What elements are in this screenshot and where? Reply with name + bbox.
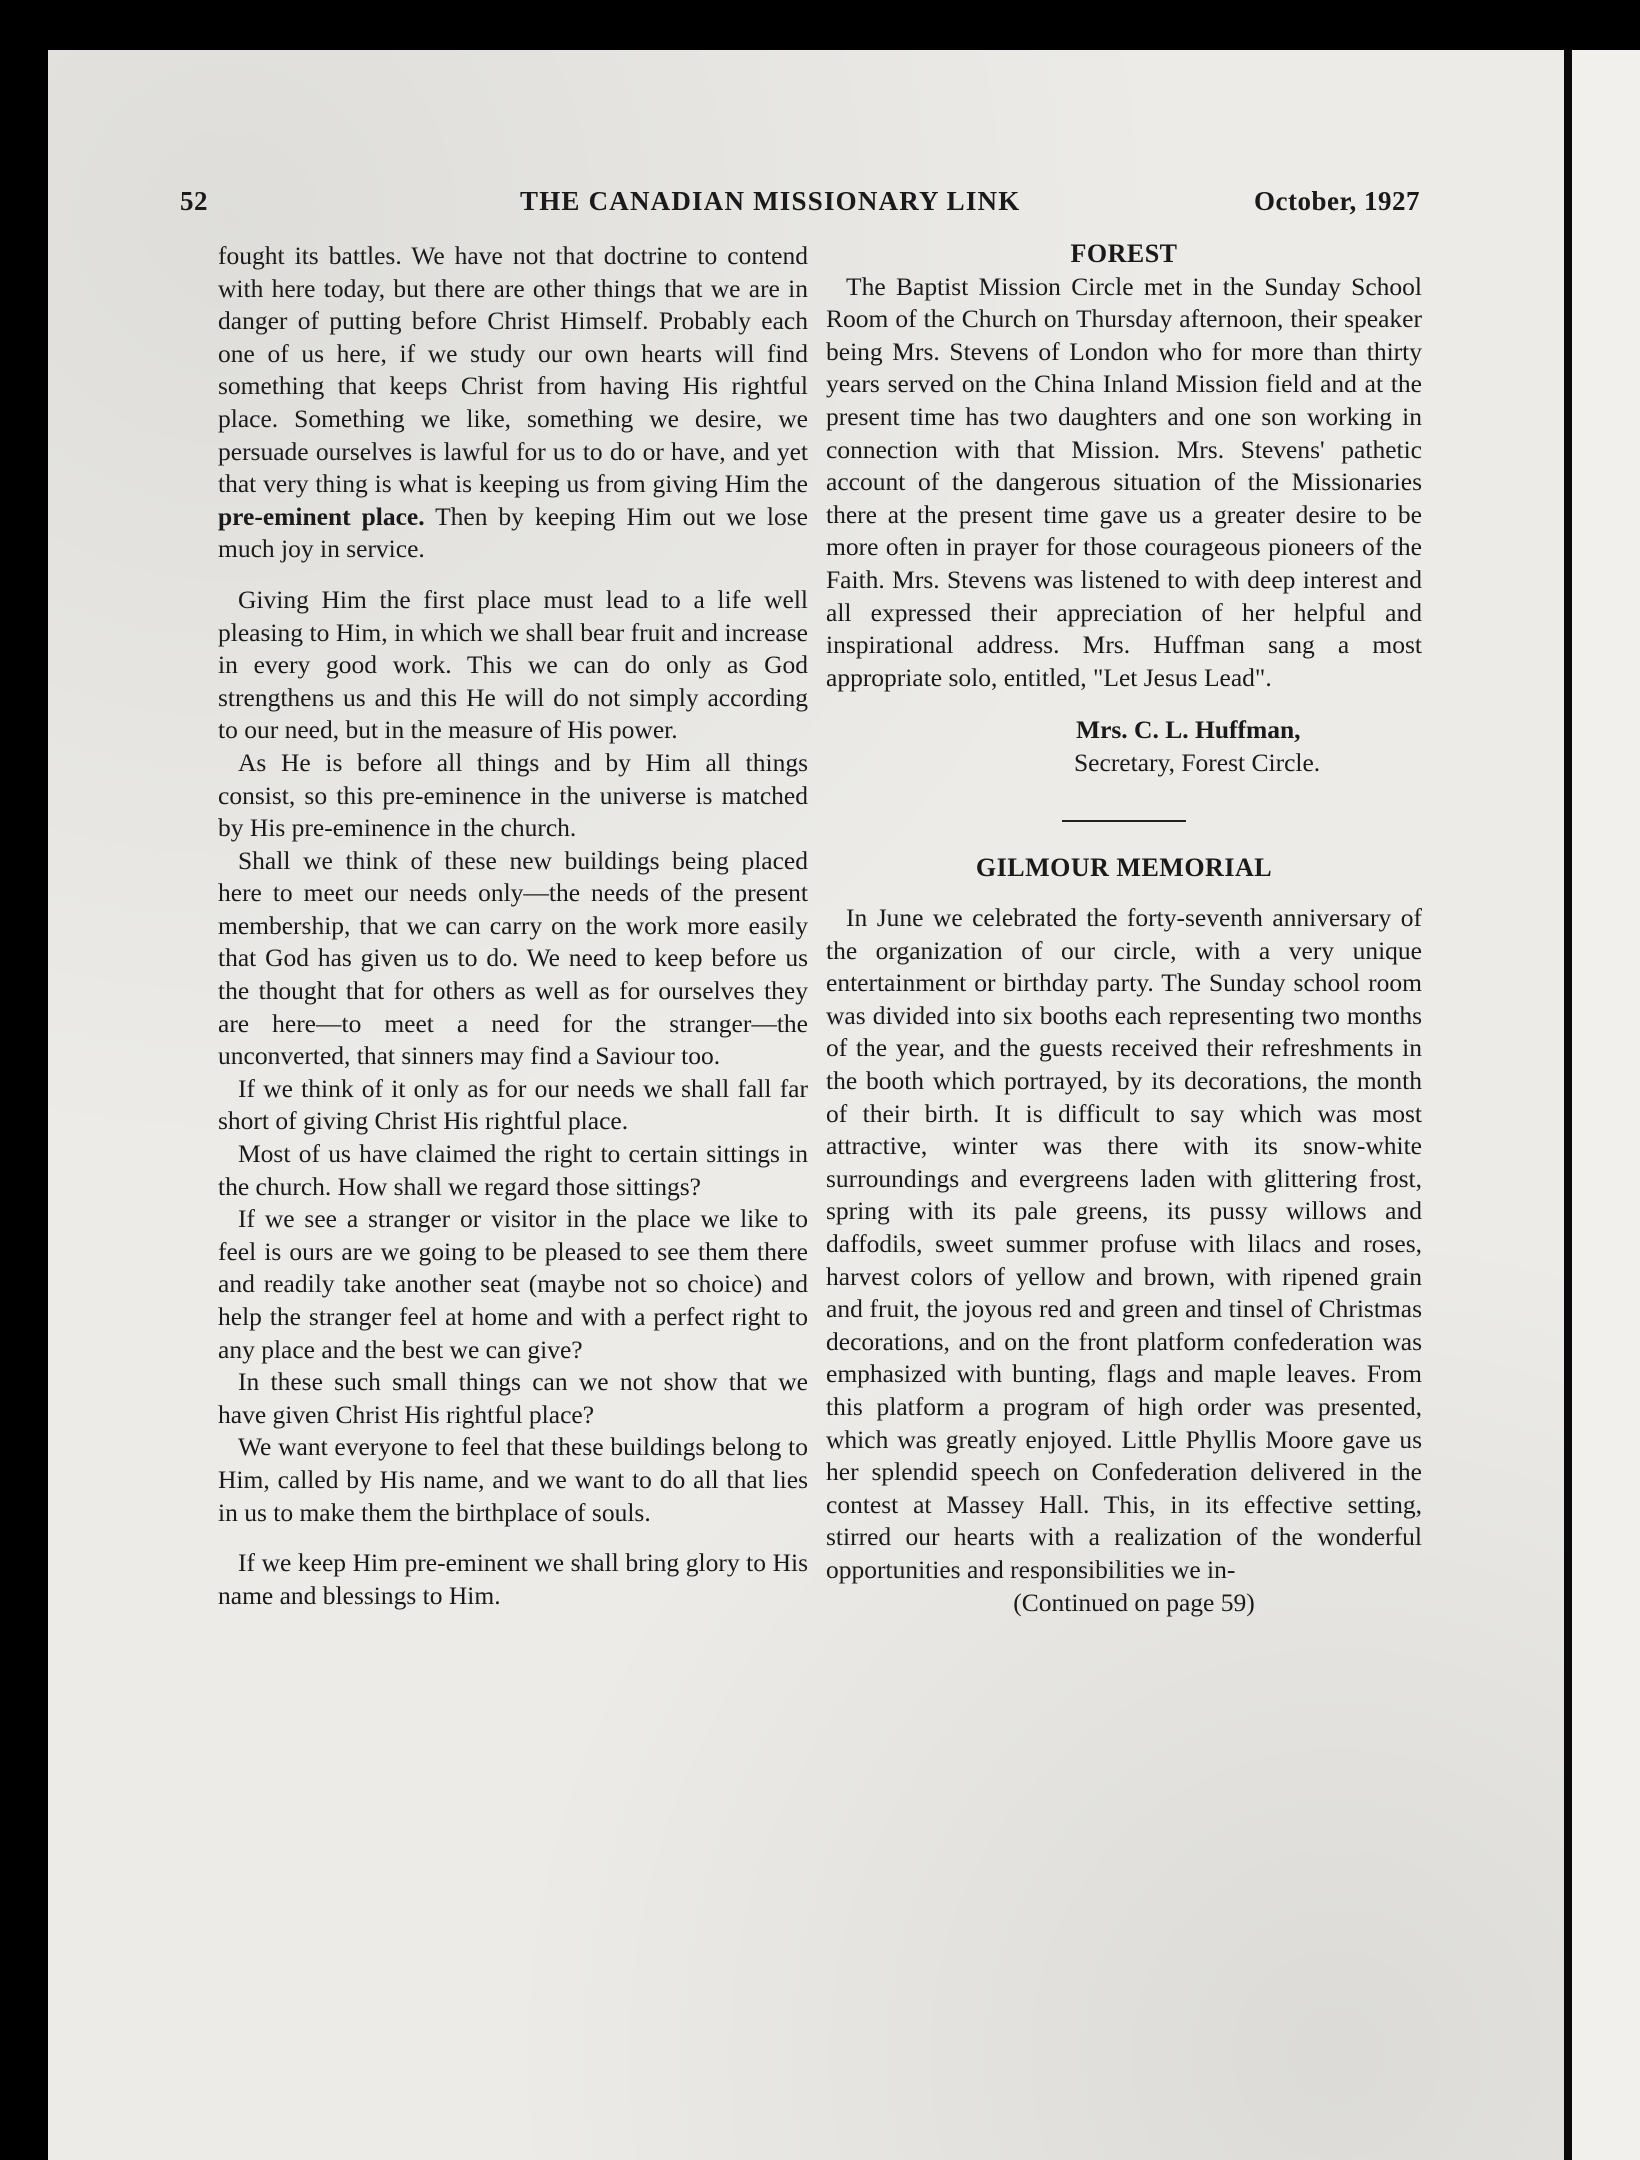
bold-phrase: pre-eminent place. — [218, 501, 425, 531]
paragraph: If we think of it only as for our needs we shall fall far short of giving Christ His rightful place. — [218, 1073, 808, 1136]
issue-date: October, 1927 — [1254, 186, 1420, 216]
paragraph — [218, 240, 808, 566]
paragraph: In these such small things can we not show that we have given Christ His rightful place? — [218, 1367, 808, 1429]
left-column — [218, 240, 808, 1612]
paragraph: If we see a stranger or visitor in the place we like to feel is ours are we going to be pleased to see them there and readily take another seat (maybe not so choice) and help the stranger feel at home and with a perfect right to any place and the best we can give? — [218, 1204, 808, 1364]
paragraph: Giving Him the first place must lead to a life well pleasing to Him, in which we shall bear fruit and increase in every good work. This we can do only as God strengthens us and this He will do not simply according to our need, but in the measure of His power. — [218, 584, 808, 745]
paragraph: We want everyone to feel that these buildings belong to Him, called by His name, and we want to do all that lies in us to make them the birthplace of souls. — [218, 1432, 808, 1527]
paragraph: The Baptist Mission Circle met in the Sunday School Room of the Church on Thursday afternoon, their speaker being Mrs. Stevens of London who for more than thirty years served on the China Inland Mission field and at the present time has two daughters and one son working in connection with that Mission. Mrs. Stevens' pathetic account of the dangerous situation of the Missionaries there at the present time gave us a greater desire to be more often in prayer for those courageous pioneers of the Faith. Mrs. Stevens was listened to with deep interest and all expressed their appreciation of her helpful and inspirational address. Mrs. Huffman sang a most appropriate solo, entitled, "Let Jesus Lead". — [826, 271, 1422, 692]
section-heading-forest: FOREST — [1070, 239, 1178, 268]
section-divider — [1062, 820, 1186, 822]
paragraph-text: fought its battles. We have not that doctrine to contend with here today, but there are other things that we are in danger of putting before Christ Himself. Probably each one of us here, if we study our own hearts will find something that keeps Christ from having His rightful place. Something we like, something we desire, we persuade ourselves is lawful for us to do or have, and yet that very thing is what is keeping us from giving Him the — [218, 241, 808, 499]
adjacent-page-sliver — [1572, 50, 1640, 2160]
section-heading-gilmour-memorial: GILMOUR MEMORIAL — [975, 852, 1273, 882]
paragraph: In June we celebrated the forty-seventh anniversary of the organization of our circle, with a very unique entertainment or birthday party. The Sunday school room was divided into six booths each representing two months of the year, and the guests received their refreshments in the booth which portrayed, by its decorations, the month of their birth. It is difficult to say which was most attractive, winter was there with its snow-white surroundings and evergreens laden with glittering frost, spring with its pale greens, its pussy willows and daffodils, sweet summer profuse with lilacs and roses, harvest colors of yellow and brown, with ripened grain and fruit, the joyous red and green and tinsel of Christmas decorations, and on the front platform confederation was emphasized with bunting, flags and maple leaves. From this platform a program of high order was presented, which was greatly enjoyed. Little Phyllis Moore gave us her splendid speech on Confederation delivered in the contest at Massey Hall. This, in its effective setting, stirred our hearts with a realization of the wonderful opportunities and responsibilities we in- — [826, 903, 1422, 1584]
signature-role: Secretary, Forest Circle. — [1074, 747, 1321, 777]
page-number: 52 — [180, 186, 208, 216]
continued-notice: (Continued on page 59) — [1013, 1587, 1255, 1617]
right-column — [826, 238, 1422, 1619]
running-header — [180, 186, 1420, 226]
paragraph: Shall we think of these new buildings being placed here to meet our needs only—the needs of the present membership, that we can carry on the work more easily that God has given us to do. We need to keep before us the thought that for others as well as for ourselves they are here—to meet a need for the stranger—the unconverted, that sinners may find a Saviour too. — [218, 845, 808, 1071]
journal-title: THE CANADIAN MISSIONARY LINK — [520, 186, 1021, 216]
paragraph-text: Then by keeping Him out we lose much joy in service. — [218, 501, 808, 564]
signature-name: Mrs. C. L. Huffman, — [1076, 715, 1301, 745]
paragraph: As He is before all things and by Him all things consist, so this pre-eminence in the universe is matched by His pre-eminence in the church. — [218, 747, 808, 843]
paragraph: If we keep Him pre-eminent we shall bring glory to His name and blessings to Him. — [218, 1548, 808, 1610]
paragraph: Most of us have claimed the right to certain sittings in the church. How shall we regard those sittings? — [218, 1139, 808, 1201]
